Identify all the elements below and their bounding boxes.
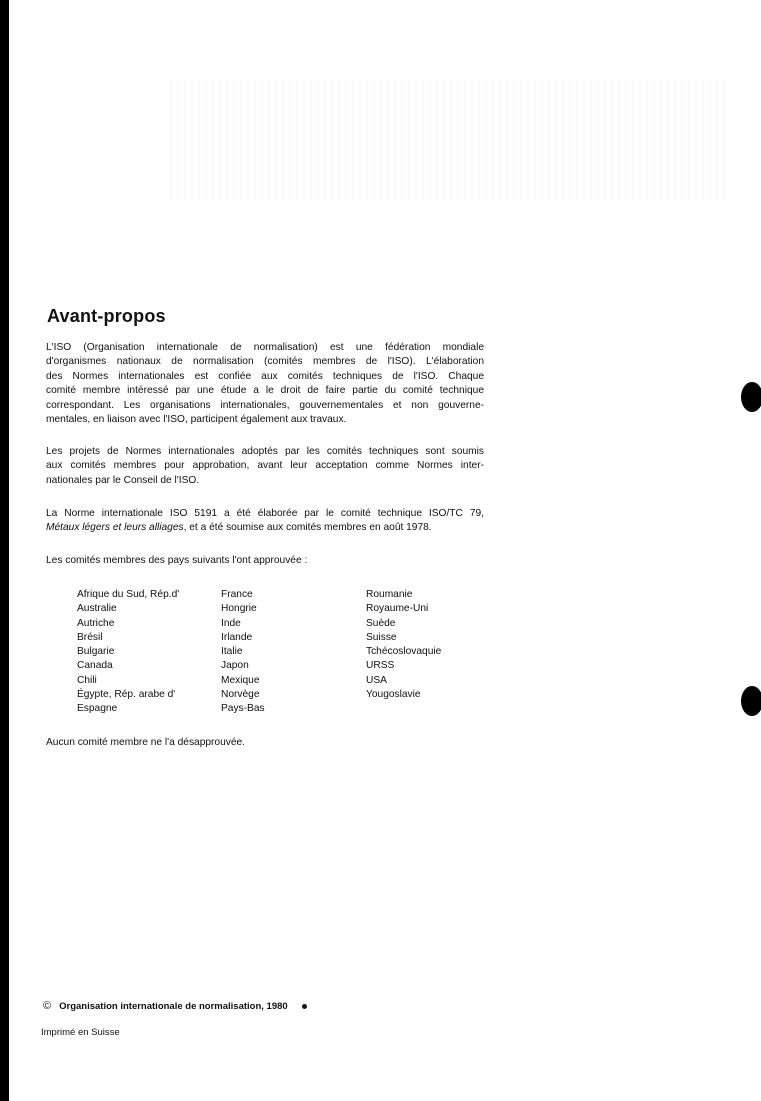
paragraph-line: Les projets de Normes internationales adoptés par les comités techniques sont soumis (46, 446, 484, 457)
list-item: Autriche (77, 617, 115, 629)
punch-hole-top (741, 382, 761, 412)
list-item: Royaume-Uni (366, 603, 429, 615)
paragraph-line: mentales, en liaison avec l'ISO, participent également aux travaux. (46, 414, 347, 426)
list-item: Norvège (221, 689, 260, 701)
scan-edge-bar (0, 0, 9, 1101)
copyright-text: Organisation internationale de normalisation, 1980 (59, 1000, 288, 1012)
list-item: Irlande (221, 631, 253, 643)
list-item: Égypte, Rép. arabe d' (77, 689, 176, 701)
country-list-column-2 (221, 588, 265, 717)
list-item: Chili (77, 674, 97, 686)
country-list-column-3 (366, 588, 441, 702)
list-item: Italie (221, 646, 243, 658)
paragraph-line-rest: , et a été soumise aux comités membres en août 1978. (183, 522, 432, 534)
paragraph-line: des Normes internationales est confiée aux comités techniques de l'ISO. Chaque (46, 370, 484, 382)
list-item: Yougoslavie (366, 689, 421, 701)
paragraph-line (46, 521, 484, 535)
printed-in-note: Imprimé en Suisse (41, 1027, 120, 1038)
paragraph-draft-approval (46, 445, 484, 488)
list-item: USA (366, 674, 387, 686)
paragraph-standard-origin (46, 507, 484, 536)
page-title: Avant-propos (47, 306, 166, 326)
copyright-line (43, 1000, 307, 1012)
paragraph-line: aux comités membres pour approbation, avant leur acceptation comme Normes inter- (46, 460, 484, 472)
list-item: Canada (77, 660, 113, 672)
list-item: URSS (366, 660, 395, 672)
list-item: Australie (77, 603, 117, 615)
list-item: Inde (221, 617, 241, 629)
paragraph-line: L'ISO (Organisation internationale de normalisation) est une fédération mondiale (46, 342, 484, 353)
list-item: Brésil (77, 631, 103, 643)
punch-hole-bottom (741, 686, 761, 716)
list-item: Bulgarie (77, 646, 115, 658)
copyright-icon: © (43, 1000, 52, 1012)
country-list-column-1 (77, 588, 179, 717)
list-item: Tchécoslovaquie (366, 646, 442, 658)
list-item: Suisse (366, 631, 397, 643)
approval-intro: Les comités membres des pays suivants l'ont approuvée : (46, 555, 308, 566)
show-through-shadow (170, 80, 730, 200)
paragraph-line: d'organismes nationaux de normalisation (comités membres de l'ISO). L'élaboration (46, 356, 484, 368)
list-item: Suède (366, 617, 396, 629)
committee-subject: Métaux légers et leurs alliages (46, 522, 184, 534)
paragraph-line: La Norme internationale ISO 5191 a été élaborée par le comité technique ISO/TC 79, (46, 508, 484, 519)
list-item: Roumanie (366, 589, 413, 600)
paragraph-line: nationales par le Conseil de l'ISO. (46, 474, 200, 486)
disapproval-note: Aucun comité membre ne l'a désapprouvée. (46, 737, 246, 748)
bullet-dot-icon (302, 1004, 307, 1009)
list-item: France (221, 589, 253, 600)
list-item: Afrique du Sud, Rép.d' (77, 589, 180, 600)
list-item: Espagne (77, 703, 118, 715)
list-item: Japon (221, 660, 249, 672)
paragraph-line: correspondant. Les organisations internationales, gouvernementales et non gouverne- (46, 399, 484, 411)
list-item: Pays-Bas (221, 703, 265, 715)
paragraph-iso-intro (46, 341, 484, 427)
list-item: Hongrie (221, 603, 257, 615)
paragraph-line: comité membre intéressé par une étude a le droit de faire partie du comité technique (46, 385, 484, 397)
list-item: Mexique (221, 674, 260, 686)
